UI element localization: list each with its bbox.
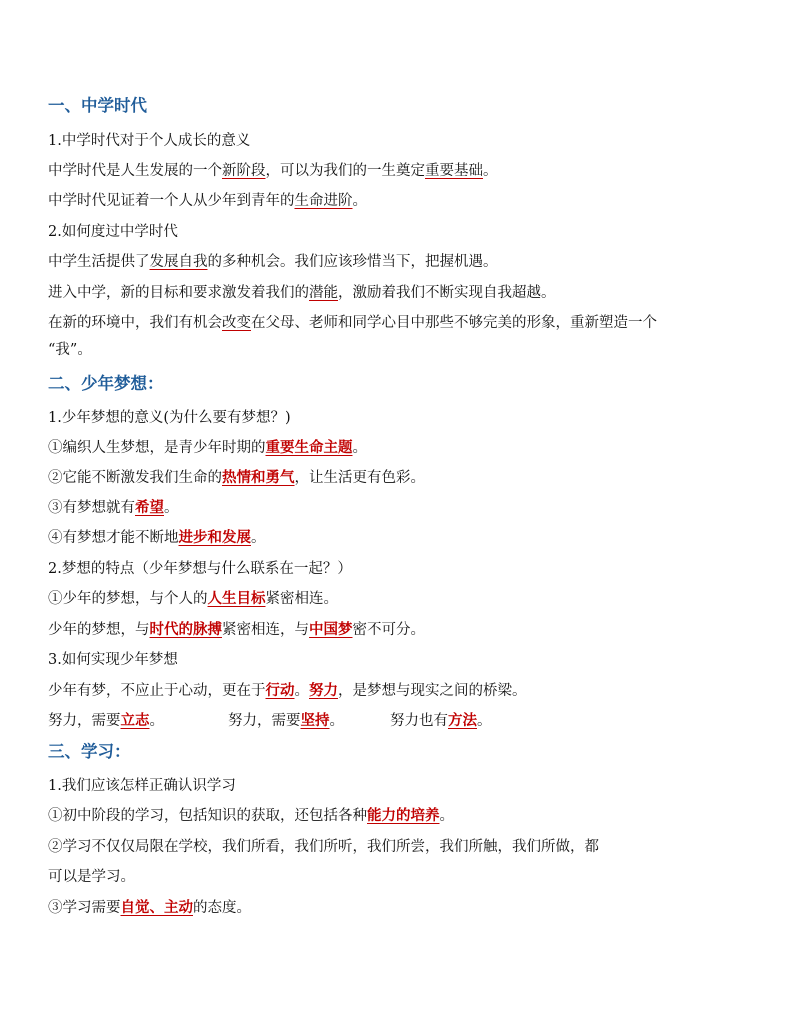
keyword-bold: 进步和发展: [178, 529, 251, 546]
subheading-realize-dream: 3.如何实现少年梦想: [48, 652, 178, 668]
section-heading-learning: 三、学习：: [48, 742, 131, 761]
keyword-bold: 方法: [448, 712, 477, 729]
effort-item: 努力，需要坚持。: [228, 712, 344, 729]
subheading-meaning: 1.中学时代对于个人成长的意义: [48, 133, 251, 149]
keyword-underlined: 潜能: [309, 285, 338, 301]
list-item: ③有梦想就有希望。: [48, 499, 179, 516]
list-item: ②它能不断激发我们生命的热情和勇气，让生活更有色彩。: [48, 469, 425, 486]
keyword-bold: 行动: [265, 682, 295, 699]
list-item: ②学习不仅仅局限在学校，我们所看，我们所听，我们所尝，我们所触，我们所做，都: [48, 839, 599, 855]
paragraph-line: 中学时代是人生发展的一个新阶段，可以为我们的一生奠定重要基础。: [48, 163, 498, 179]
paragraph-line: 少年有梦，不应止于心动，更在于行动。努力，是梦想与现实之间的桥梁。: [48, 682, 527, 699]
keyword-underlined: 发展自我: [149, 254, 208, 270]
paragraph-line: 中学时代见证着一个人从少年到青年的生命进阶。: [48, 193, 367, 209]
keyword-bold: 自觉、主动: [120, 899, 193, 916]
keyword-underlined: 生命进阶: [294, 193, 353, 209]
list-item: ③学习需要自觉、主动的态度。: [48, 899, 251, 916]
subheading-how: 2.如何度过中学时代: [48, 224, 178, 240]
section-heading-middle-school: 一、中学时代: [48, 96, 147, 115]
subheading-dream-features: 2.梦想的特点（少年梦想与什么联系在一起？）: [48, 561, 352, 577]
keyword-bold: 坚持: [300, 712, 330, 729]
paragraph-line: 进入中学，新的目标和要求激发着我们的潜能，激励着我们不断实现自我超越。: [48, 285, 556, 301]
list-item: ①初中阶段的学习，包括知识的获取，还包括各种能力的培养。: [48, 807, 454, 824]
keyword-bold: 能力的培养: [367, 807, 440, 824]
section-heading-dreams: 二、少年梦想：: [48, 374, 164, 393]
paragraph-line: 中学生活提供了发展自我的多种机会。我们应该珍惜当下，把握机遇。: [48, 254, 498, 270]
keyword-bold: 人生目标: [207, 590, 266, 607]
paragraph-line: 在新的环境中，我们有机会改变在父母、老师和同学心目中那些不够完美的形象，重新塑造一个: [48, 315, 657, 331]
keyword-bold: 希望: [135, 499, 164, 516]
list-item: ①编织人生梦想，是青少年时期的重要生命主题。: [48, 439, 367, 456]
keyword-bold: 努力: [309, 682, 338, 699]
effort-item: 努力也有方法。: [390, 712, 492, 729]
keyword-underlined: 重要基础: [425, 163, 483, 179]
keyword-bold: 立志: [120, 712, 150, 729]
keyword-bold: 中国梦: [309, 621, 353, 638]
list-item: ①少年的梦想，与个人的人生目标紧密相连。: [48, 590, 338, 607]
paragraph-line: 少年的梦想，与时代的脉搏紧密相连，与中国梦密不可分。: [48, 621, 425, 638]
subheading-learning: 1.我们应该怎样正确认识学习: [48, 778, 236, 794]
keyword-underlined: 新阶段: [222, 163, 266, 179]
keyword-underlined: 改变: [222, 315, 251, 331]
keyword-bold: 时代的脉搏: [149, 621, 222, 638]
keyword-bold: 重要生命主题: [265, 439, 353, 456]
effort-item: 努力，需要立志。: [48, 712, 164, 729]
keyword-bold: 热情和勇气: [222, 469, 295, 486]
paragraph-line: “我”。: [48, 342, 92, 358]
paragraph-line: 可以是学习。: [48, 869, 135, 885]
list-item: ④有梦想才能不断地进步和发展。: [48, 529, 266, 546]
subheading-dream-meaning: 1.少年梦想的意义(为什么要有梦想？): [48, 410, 291, 426]
